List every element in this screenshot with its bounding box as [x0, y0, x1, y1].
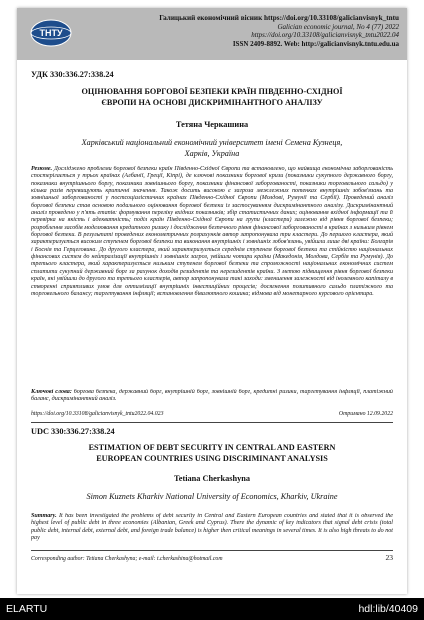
journal-issue: Galician economic journal, No 4 (77) 2022 — [277, 22, 399, 31]
article-title-en: ESTIMATION OF DEBT SECURITY IN CENTRAL AND EASTERN EUROPEAN COUNTRIES USING DISCRIMINANT ANALYSIS — [88, 443, 336, 463]
doi-row — [31, 411, 393, 417]
journal-issue-doi: https://doi.org/10.33108/galicianvisnyk_tntu2022.04 — [251, 31, 399, 40]
university-logo-icon — [29, 18, 73, 48]
page-footer — [31, 553, 393, 562]
repository-handle[interactable]: hdl:lib/40409 — [358, 603, 418, 615]
article-doi-link[interactable]: https://doi.org/10.33108/galicianvisnyk_tntu2022.04.023 — [31, 411, 164, 417]
summary-text-en: It has been investigated the problems of debt security in Central and Eastern European countries and stated that it is observed the highest level of public debt in three economies (Albanian, Greek and Cyprus). There the dynamic of key indicators that signal debt crisis (total public debt, internal debt, external debt, and foreign trade balance) is higher then critical meanings in several times. It is also high threats to do not pay — [31, 513, 393, 542]
keywords-text-uk: боргова безпека, державний борг, внутрішній борг, зовнішній борг, кредитні ризики, таргетування інфляції, платіжний баланс, дискримінантний аналіз. — [31, 389, 393, 403]
page-number: 23 — [385, 553, 393, 562]
author-name-uk: Тетяна Черкашина — [175, 120, 249, 129]
keywords-uk — [31, 389, 393, 405]
author-name-en: Tetiana Cherkashyna — [174, 474, 250, 483]
received-date: Отримано 12.09.2022 — [338, 411, 393, 417]
summary-text-uk: Досліджено проблеми боргової безпеки країн Південно-Східної Європи та встановлено, що найвища економічна заборгованість спостерігається у трьох країнах (Албанії, Греції, Кіпрі), де ключові показники боргової кризи (показники сукупного державного боргу, показники внутрішнього боргу, показники зовнішнього боргу, показники фінансової заборгованості, показники торговельного сальдо) у кілька разів перевищують критичні значення. Також досить високою є загроза межлежних потенках внутрішніх зобов'язань та зовнішньої заборгованості у постсоціалістичних країнах Південно-Східної Європи (Молдові, Румунії та Сербії). Проведений аналіз боргової безпеки став основою подального оцінювання боргової безпеки із застосуванням дискримінантного аналізу. Дискримінантний аналіз проведено у п'ять етапів: формування переліку вхідних показників; збір статистичних даних; оцінювання вхідної інформації та її перевірка на якість і адекватність; поділ країн Південно-Східної Європи на групи (кластери) залежно від рівня боргової безпеки; розроблення засобів моделювання кредитного ризику і дослідження безпечного рівня фінансової заборгованості в країнах з низьким рівнем боргової безпеки. В результаті проведених економетричних розрахунків автор запропонувала три кластери. До першого кластера, який характеризується високим ступенем боргової безпеки та виконання внутрішніх і зовнішніх зобов'язань, увійшли лише дві країни: Болгарія і Боснія та Герцеговина. До другого кластера, який характеризується середнім ступенем боргової безпеки та стійкістю національних фінансових систем до нейтралізації внутрішніх і зовнішніх загроз, увійшли чотири країни (Македонія, Молдова, Сербія та Румунія). До третього кластера, який характеризується низьким ступенем боргової безпеки та спроможності національних економічних систем сплатити сукупний державний борг за рахунок доходів резидентів та нерезидентів країни. З метою підвищення рівня боргової безпеки країн, які увійшли до другого та третього кластерів, автор запропонувала такі заходи: зменшення залежності від іноземного капіталу в створенні сприятливих умов для оптимізації внутрішніх інвестиційних процесів; досягнення позитивного сальдо платіжного та торговельного балансу; таргетування інфляції; встановлення бівалютного кошика; відмова від монетарного курсового орієнтира. — [31, 166, 393, 297]
repository-bar — [0, 598, 424, 620]
summary-label-uk: Резюме. — [31, 166, 53, 172]
corresponding-author: Corresponding author: Tetiana Cherkashyna; e-mail: t.cherkashina@hotmail.com — [31, 556, 223, 562]
summary-label-en: Summary. — [31, 513, 57, 519]
repository-name: ELARTU — [6, 603, 48, 615]
section-divider — [31, 422, 393, 423]
summary-en — [31, 513, 393, 543]
keywords-label-uk: Ключові слова: — [31, 389, 72, 395]
affiliation-en: Simon Kuznets Kharkiv National University of Economics, Kharkiv, Ukraine — [86, 492, 338, 501]
article-page — [17, 8, 407, 594]
affiliation-uk: Харківський національний економічний університет імені Семена Кузнеця, Харків, Україна — [81, 138, 343, 158]
journal-header-text — [83, 14, 399, 48]
udc-code: UDC 330:336.27:338.24 — [31, 427, 115, 436]
svg-text:ТНТУ: ТНТУ — [39, 28, 63, 38]
journal-issn: ISSN 2409-8892. Web: http://galicianvisnyk.tntu.edu.ua — [232, 39, 399, 48]
article-title-uk: ОЦІНЮВАННЯ БОРГОВОЇ БЕЗПЕКИ КРАЇН ПІВДЕННО-СХІДНОЇ ЄВРОПИ НА ОСНОВІ ДИСКРИМІНАНТНОГО АНАЛІЗУ — [81, 87, 343, 107]
udk-code: УДК 330:336.27:338.24 — [31, 70, 114, 79]
summary-uk — [31, 166, 393, 388]
journal-header — [17, 8, 407, 60]
journal-name: Галицький економічний вісник https://doi.org/10.33108/galicianvisnyk_tntu — [159, 14, 399, 22]
footer-divider — [31, 550, 393, 551]
